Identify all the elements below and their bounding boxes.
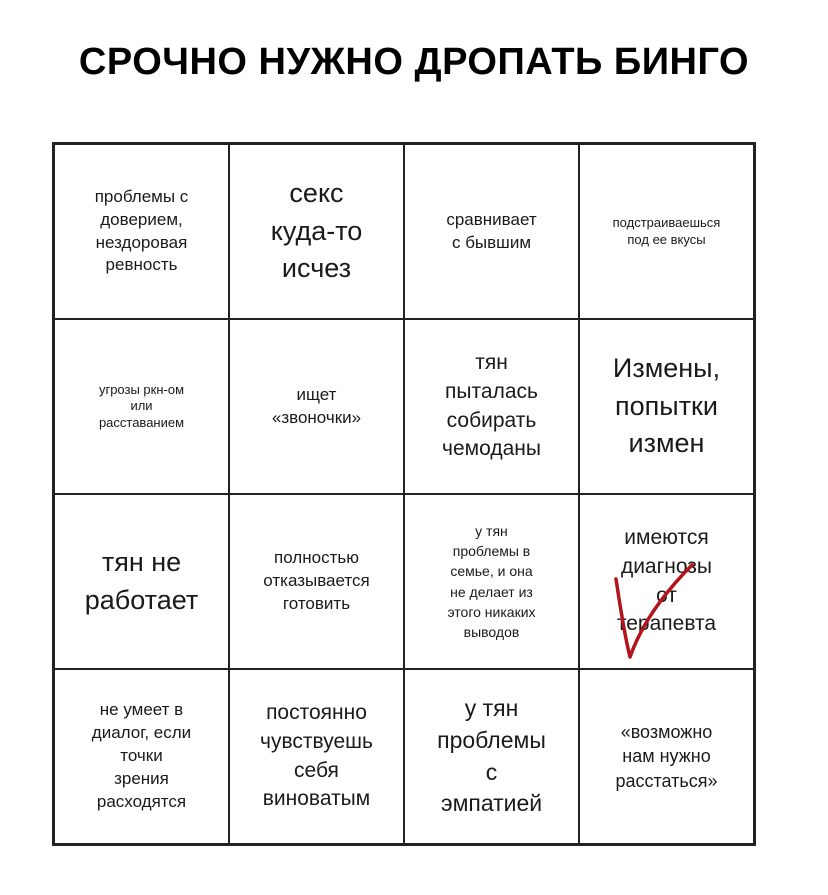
bingo-cell-looking-for-signs[interactable] [229,319,404,494]
cell-label: «возможно нам нужно расстаться» [615,722,718,791]
cell-label: подстраиваешься под ее вкусы [612,215,721,247]
cell-label: секс куда-то исчез [270,177,363,284]
bingo-cell-trust-issues[interactable] [54,144,229,319]
cell-label: у тян проблемы с эмпатией [437,695,546,817]
bingo-cell-sex-gone[interactable] [229,144,404,319]
bingo-cell-no-empathy[interactable] [404,669,579,844]
cell-label: постоянно чувствуешь себя виноватым [260,700,373,811]
cell-label: сравнивает с бывшим [446,209,537,252]
bingo-cell-no-dialogue[interactable] [54,669,229,844]
cell-label: тян не работает [84,546,199,615]
bingo-cell-packing-suitcases[interactable] [404,319,579,494]
bingo-cell-feel-guilty[interactable] [229,669,404,844]
bingo-cell-adapting-tastes[interactable] [579,144,754,319]
bingo-cell-not-working[interactable] [54,494,229,669]
cell-label: тян пыталась собирать чемоданы [442,350,541,461]
bingo-cell-diagnoses[interactable] [579,494,754,669]
bingo-cell-compares-ex[interactable] [404,144,579,319]
cell-label: проблемы с доверием, нездоровая ревность [94,186,189,275]
bingo-cell-refuses-cooking[interactable] [229,494,404,669]
bingo-title: СРОЧНО НУЖНО ДРОПАТЬ БИНГО [78,41,750,83]
bingo-cell-family-problems[interactable] [404,494,579,669]
cell-label: не умеет в диалог, если точки зрения расходятся [91,700,192,811]
cell-label: Измены, попытки измен [612,352,721,459]
bingo-board [52,142,756,846]
cell-label: имеются диагнозы от терапевта [616,525,717,636]
bingo-cell-threats[interactable] [54,319,229,494]
bingo-cell-cheating[interactable] [579,319,754,494]
bingo-cell-maybe-break-up[interactable] [579,669,754,844]
cell-label: полностью отказывается готовить [263,548,370,613]
cell-label: ищет «звоночки» [271,384,362,427]
cell-label: угрозы ркн-ом или расставанием [98,382,185,430]
cell-label: у тян проблемы в семье, и она не делает из этого никаких выводов [447,522,536,641]
